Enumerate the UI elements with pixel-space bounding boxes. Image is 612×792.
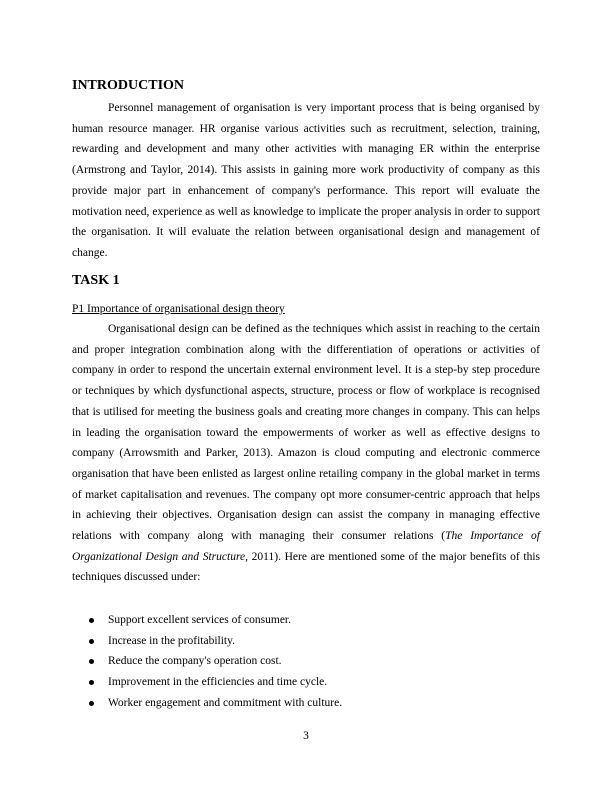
p1-citation-title: The Importance of Organizational Design and Structure bbox=[72, 530, 540, 563]
list-item bbox=[72, 610, 540, 631]
list-item-text: Reduce the company's operation cost. bbox=[108, 655, 282, 668]
p1-paragraph-end: , 2011). Here are mentioned some of the major benefits of this techniques discussed under: bbox=[72, 550, 541, 584]
bullet-icon bbox=[89, 701, 94, 706]
introduction-paragraph: Personnel management of organisation is very important process that is being organised by human resource manager. HR organise various activities such as recruitment, selection, training, rewarding and development and many other activities with managing ER within the enterprise (Armstrong and Taylor, 2014). This assists in gaining more work productivity of company as this provide major part in enhancement of company's performance. This report will evaluate the motivation need, experience as well as knowledge to implicate the proper analysis in order to support the organisation. It will evaluate the relation between organisational design and management of change. bbox=[72, 102, 540, 259]
document-page bbox=[72, 0, 540, 792]
list-item bbox=[72, 693, 540, 714]
introduction-heading: INTRODUCTION bbox=[72, 78, 185, 93]
list-item-text: Support excellent services of consumer. bbox=[108, 614, 291, 626]
bullet-icon bbox=[89, 618, 94, 623]
list-item-text: Improvement in the efficiencies and time cycle. bbox=[108, 676, 328, 689]
p1-subheading: P1 Importance of organisational design theory bbox=[72, 303, 285, 315]
task1-heading: TASK 1 bbox=[72, 273, 120, 288]
bullet-icon bbox=[89, 680, 94, 685]
benefits-list bbox=[72, 610, 540, 713]
list-item-text: Increase in the profitability. bbox=[108, 634, 235, 647]
p1-paragraph bbox=[72, 319, 540, 588]
bullet-icon bbox=[89, 659, 94, 664]
list-item-text: Worker engagement and commitment with culture. bbox=[108, 696, 343, 709]
p1-paragraph-start: Organisational design can be defined as the techniques which assist in reaching to the certain and proper integration combination along with the differentiation of operations or activities of company in order to respond the uncertain external environment level. It is a step-by step procedure or techniques by which dysfunctional aspects, structure, process or flow of workplace is recognised that is utilised for meeting the business goals and creating more changes in company. This can helps in leading the organisation toward the empowerments of worker as well as effective designs to company (Arrowsmith and Parker, 2013). Amazon is cloud computing and electronic commerce organisation that have been enlisted as largest online retailing company in the global market in terms of market capitalisation and revenues. The company opt more consumer-centric approach that helps in achieving their objectives. Organisation design can assist the company in managing effective relations with company along with managing their consumer relations ( bbox=[72, 323, 540, 543]
list-item bbox=[72, 651, 540, 672]
page-number: 3 bbox=[303, 730, 309, 742]
bullet-icon bbox=[89, 639, 94, 644]
list-item bbox=[72, 672, 540, 693]
list-item bbox=[72, 631, 540, 652]
